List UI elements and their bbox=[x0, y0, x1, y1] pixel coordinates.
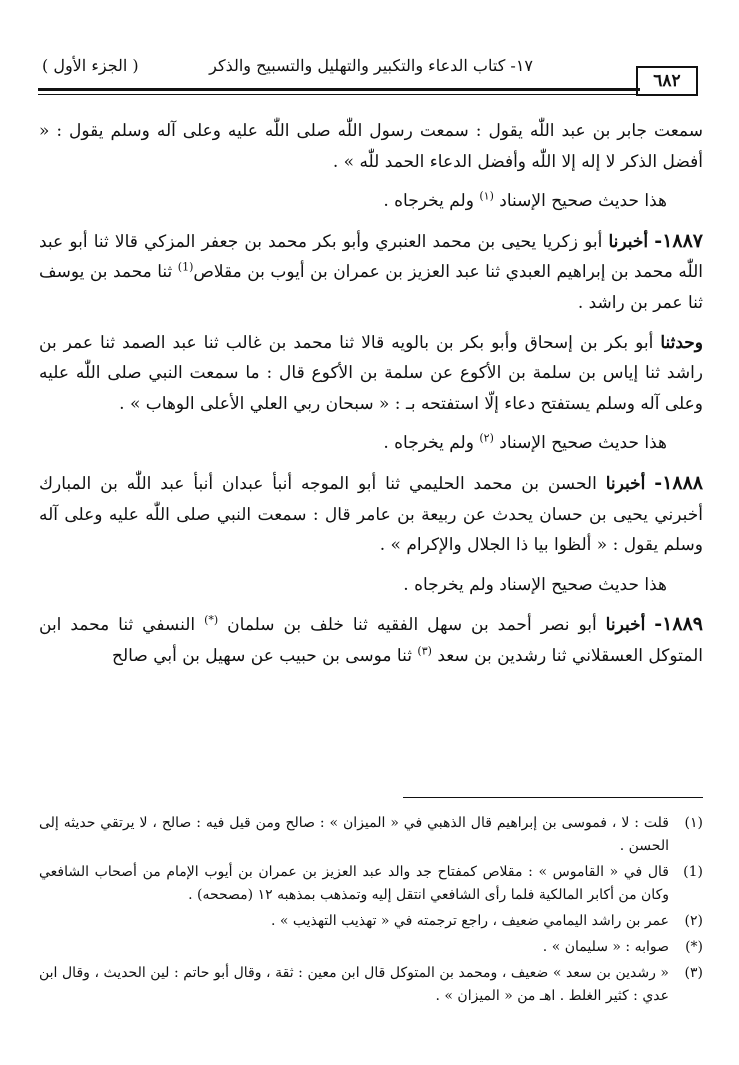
chapter-title: ١٧- كتاب الدعاء والتكبير والتهليل والتسبيح والذكر bbox=[209, 56, 533, 75]
footnote-ref: (٣) bbox=[417, 644, 432, 658]
page-number: ٦٨٢ bbox=[636, 66, 698, 96]
footnote-mark: (*) bbox=[685, 939, 703, 955]
hadith-number: ١٨٨٨- bbox=[654, 471, 704, 494]
narration-keyword: أخبرنا bbox=[605, 473, 646, 494]
paragraph: سمعت جابر بن عبد اللّٰه يقول : سمعت رسول اللّٰه صلى اللّٰه عليه وعلى آله وسلم يقول : « أفضل الذكر لا إله إلا اللّٰه وأفضل الدعاء الحمد للّٰه » . bbox=[39, 121, 703, 172]
footnote-mark: (1) bbox=[683, 864, 703, 880]
grading-paragraph: هذا حديث صحيح الإسناد $^{(١)}$ ولم يخرجاه . bbox=[383, 189, 667, 212]
footnote-text: قلت : لا ، فموسى بن إبراهيم قال الذهبي في « الميزان » : صالح ومن قيل فيه : صالح ، لا يرتقي حديثه إلى الحسن . bbox=[39, 815, 669, 854]
footnote bbox=[39, 936, 703, 959]
hadith-1888: ١٨٨٨- أخبرنا الحسن بن محمد الحليمي ثنا أبو الموجه أنبأ عبدان أنبأ عبد اللّٰه بن المبارك أخبرني يحيى بن حسان يحدث عن ربيعة بن عامر قال : سمعت النبي صلى اللّٰه عليه وعلى آله وسلم يقول : « ألظوا بيا ذا الجلال والإكرام » . bbox=[39, 471, 704, 556]
header-rule bbox=[38, 88, 640, 91]
footnote bbox=[39, 910, 703, 933]
hadith-number: ١٨٨٩- bbox=[654, 613, 703, 636]
footnote-ref: (1) bbox=[177, 260, 194, 274]
footnote-text: صوابه : « سليمان » . bbox=[542, 939, 669, 955]
main-text bbox=[39, 116, 703, 672]
footnote-mark: (٢) bbox=[684, 913, 703, 929]
footnote-mark: (٣) bbox=[684, 965, 703, 981]
footnote-text: « رشدين بن سعد » ضعيف ، ومحمد بن المتوكل قال ابن معين : ثقة ، وقال أبو حاتم : لين الحديث ، وقال ابن عدي : كثير الغلط . اهـ من « الميزان » . bbox=[39, 965, 669, 1004]
narration-keyword: أخبرنا bbox=[608, 231, 649, 252]
volume-part: ( الجزء الأول ) bbox=[42, 56, 139, 75]
hadith-1887: ١٨٨٧- أخبرنا أبو زكريا يحيى بن محمد العنبري وأبو بكر محمد بن جعفر المزكي قالا ثنا أبو عبد اللّٰه محمد بن إبراهيم العبدي ثنا عبد العزيز بن عمران بن أيوب بن مقلاص$^{(1)}$ ثنا محمد بن يوسف ثنا عمر بن راشد . bbox=[39, 229, 704, 313]
footnote bbox=[39, 962, 703, 1008]
narration-keyword: أخبرنا bbox=[605, 615, 646, 636]
footnote-ref: (٢) bbox=[479, 431, 494, 445]
hadith-number: ١٨٨٧- bbox=[654, 229, 704, 252]
hadith-1889: ١٨٨٩- أخبرنا أبو نصر أحمد بن سهل الفقيه ثنا خلف بن سلمان (*) النسفي ثنا محمد ابن المتوكل العسقلاني ثنا رشدين بن سعد $^{(٣)}$ ثنا موسى بن حبيب عن سهيل بن أبي صالح bbox=[39, 613, 703, 666]
footnote-ref: (١) bbox=[479, 189, 494, 203]
grading-paragraph: هذا حديث صحيح الإسناد $^{(٢)}$ ولم يخرجاه . bbox=[383, 431, 667, 454]
footnotes bbox=[39, 812, 703, 1011]
footnote-separator bbox=[403, 797, 703, 798]
chain-paragraph: وحدثنا أبو بكر بن إسحاق وأبو بكر بن بالويه قالا ثنا محمد بن غالب ثنا عبد الصمد ثنا عمر بن راشد ثنا إياس بن سلمة بن الأكوع عن سلمة بن الأكوع قال : ما سمعت النبي صلى اللّٰه عليه وعلى آله وسلم يستفتح دعاء إلّا استفتحه بـ : « سبحان ربي العلي الأعلى الوهاب » . bbox=[39, 332, 704, 414]
footnote-mark: (١) bbox=[684, 815, 703, 831]
footnote-ref: (*) bbox=[204, 613, 219, 627]
page-header bbox=[38, 54, 698, 91]
footnote-text: قال في « القاموس » : مقلاص كمفتاح جد والد عبد العزيز بن عمران بن أيوب الإمام من أصحاب الشافعي وكان من أكابر المالكية فلما رأى الشافعي انتقل إليه وتمذهب بمذهبه ١٢ (مصححه) . bbox=[39, 864, 669, 903]
grading-paragraph: هذا حديث صحيح الإسناد ولم يخرجاه . bbox=[403, 574, 667, 595]
narration-keyword: وحدثنا bbox=[660, 332, 704, 353]
footnote bbox=[39, 861, 703, 907]
footnote bbox=[39, 812, 703, 858]
header-rule-thin bbox=[38, 94, 640, 95]
footnote-text: عمر بن راشد اليمامي ضعيف ، راجع ترجمته في « تهذيب التهذيب » . bbox=[270, 913, 669, 929]
